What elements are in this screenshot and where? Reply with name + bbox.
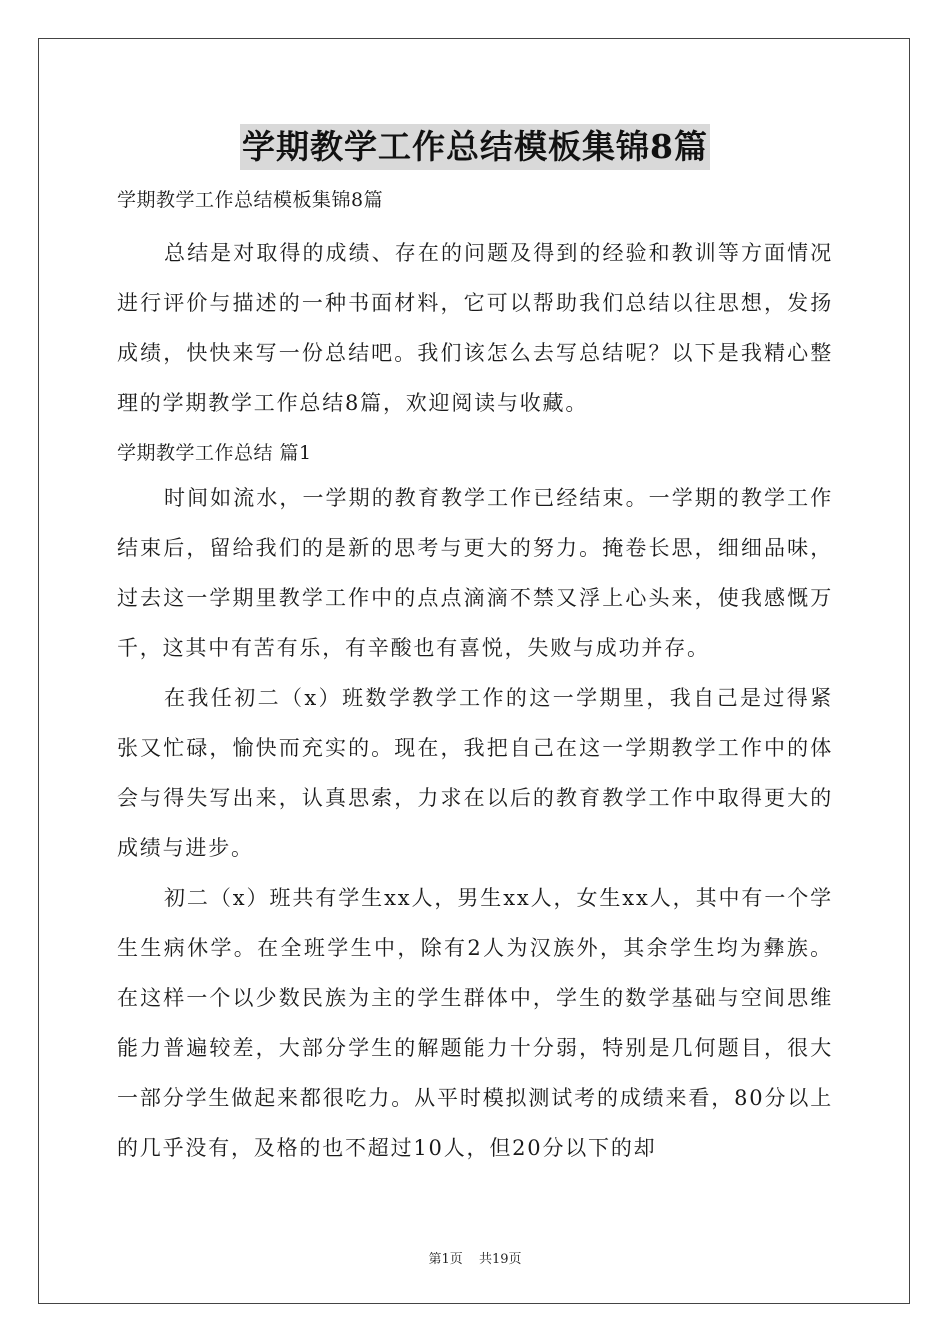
body-paragraph-2: 在我任初二（x）班数学教学工作的这一学期里，我自己是过得紧张又忙碌，愉快而充实的。现在，我把自己在这一学期教学工作中的体会与得失写出来，认真思索，力求在以后的教育教学工作中取得更大的成绩与进步。 xyxy=(117,686,833,860)
intro-paragraph: 总结是对取得的成绩、存在的问题及得到的经验和教训等方面情况进行评价与描述的一种书面材料，它可以帮助我们总结以往思想，发扬成绩，快快来写一份总结吧。我们该怎么去写总结呢？以下是我精心整理的学期教学工作总结8篇，欢迎阅读与收藏。 xyxy=(117,241,833,415)
body-paragraph-1: 时间如流水，一学期的教育教学工作已经结束。一学期的教学工作结束后，留给我们的是新的思考与更大的努力。掩卷长思，细细品味，过去这一学期里教学工作中的点点滴滴不禁又浮上心头来，使我感慨万千，这其中有苦有乐，有辛酸也有喜悦，失败与成功并存。 xyxy=(117,486,833,660)
body-paragraph-3: 初二（x）班共有学生xx人，男生xx人，女生xx人，其中有一个学生生病休学。在全班学生中，除有2人为汉族外，其余学生均为彝族。在这样一个以少数民族为主的学生群体中，学生的数学基础与空间思维能力普遍较差，大部分学生的解题能力十分弱，特别是几何题目，很大一部分学生做起来都很吃力。从平时模拟测试考的成绩来看，80分以上的几乎没有，及格的也不超过10人，但20分以下的却 xyxy=(117,886,833,1160)
document-title: 学期教学工作总结模板集锦8篇 xyxy=(240,124,710,170)
title-container xyxy=(0,124,950,170)
page-number: 第1页 xyxy=(428,1252,463,1267)
document-subtitle: 学期教学工作总结模板集锦8篇 xyxy=(117,189,384,211)
section-heading: 学期教学工作总结 篇1 xyxy=(117,442,312,464)
page-total: 共19页 xyxy=(478,1252,522,1267)
page-footer xyxy=(0,1248,950,1267)
document-body xyxy=(117,180,833,1173)
